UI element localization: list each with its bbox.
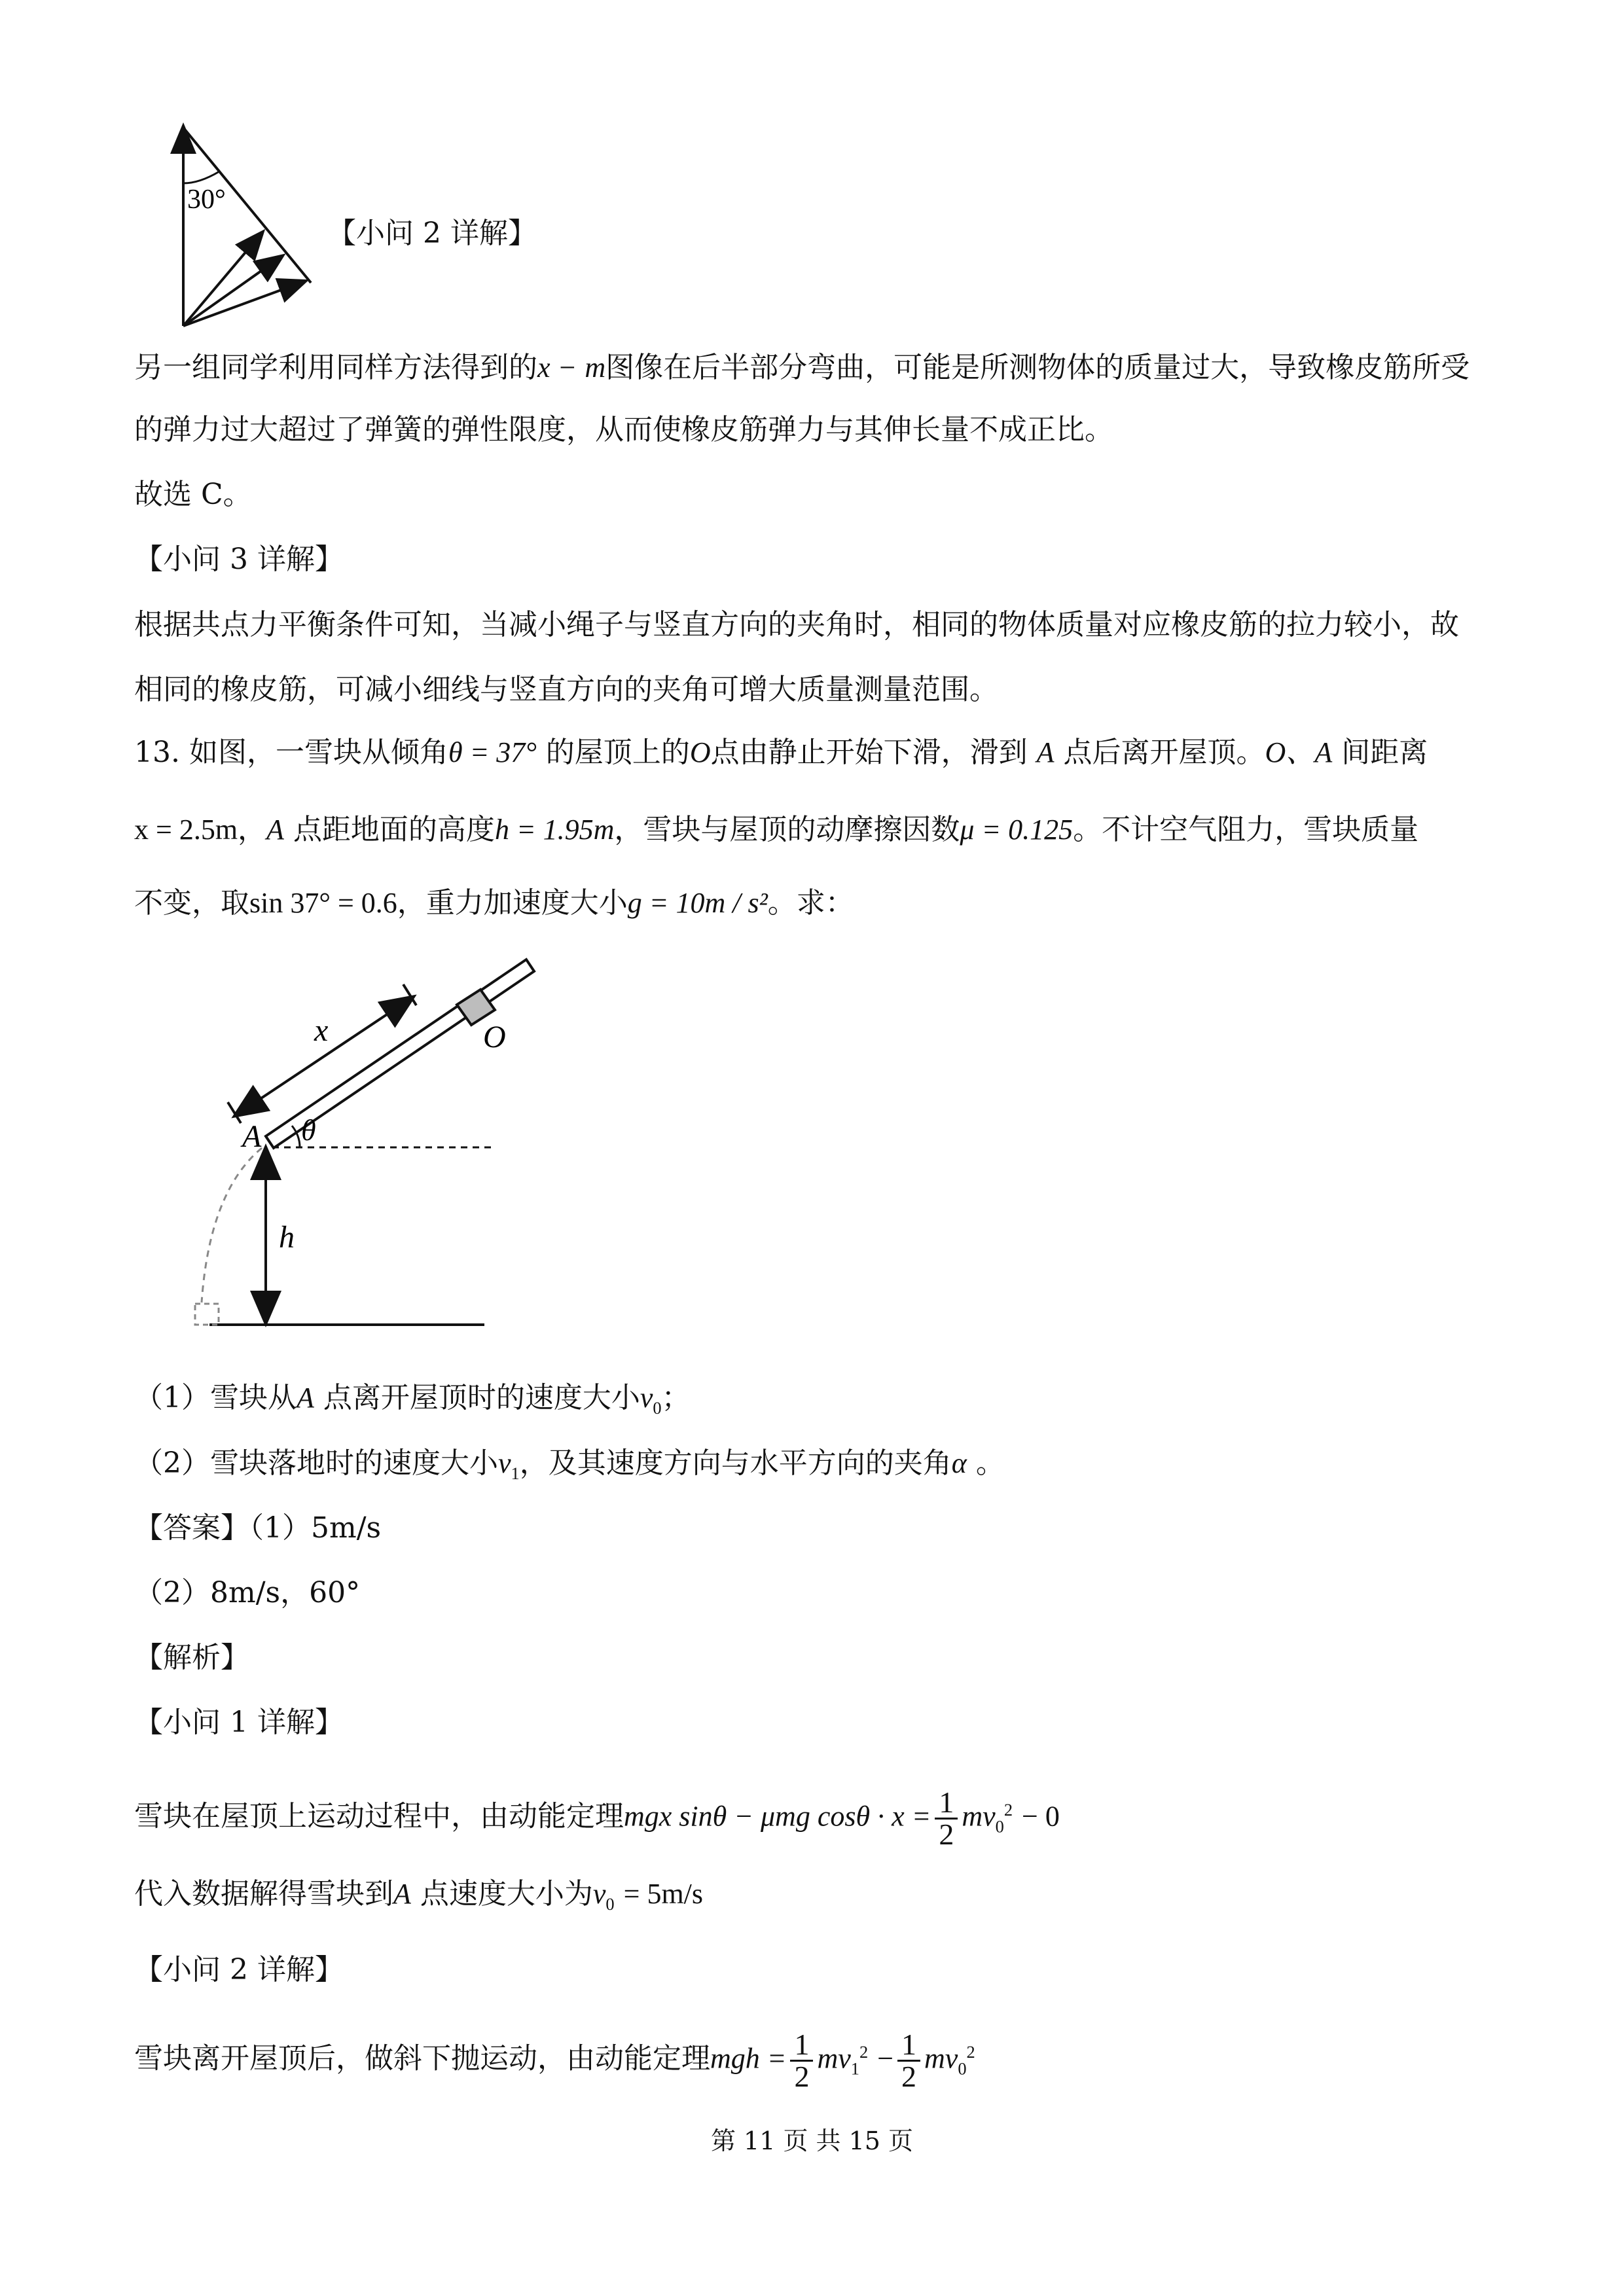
q3-header: 【小问 3 详解】 (134, 543, 344, 576)
label-h: h (279, 1220, 295, 1255)
angle-label: 30° (187, 185, 226, 215)
fraction-half: $\frac{1}{2}$ (897, 2030, 920, 2092)
label-O: O (483, 1020, 506, 1054)
page-footer: 第 11 页 共 15 页 (710, 2126, 914, 2155)
problem13-line-2: x = 2.5m，A 点距地面的高度h = 1.95m，雪块与屋顶的动摩擦因数μ = 0.125。不计空气阻力，雪块质量 (134, 813, 1419, 846)
q2-header: 【小问 2 详解】 (327, 217, 537, 250)
sub1-header: 【小问 1 详解】 (134, 1706, 344, 1739)
sub2-header: 【小问 2 详解】 (134, 1953, 344, 1986)
answer-2: （2）8m/s，60° (134, 1576, 361, 1609)
label-theta: θ (301, 1113, 316, 1147)
landed-block (195, 1304, 219, 1325)
solution-line-3: 雪块离开屋顶后，做斜下抛运动，由动能定理mgh = $\frac{1}{2}$ $mv_1^2$ − $\frac{1}{2}$ $mv_0^2$ (134, 2027, 975, 2093)
q3-line-2: 相同的橡皮筋，可减小细线与竖直方向的夹角可增大质量测量范围。 (134, 673, 998, 706)
q3-line-1: 根据共点力平衡条件可知，当减小绳子与竖直方向的夹角时，相同的物体质量对应橡皮筋的拉力较小，故 (134, 608, 1459, 641)
figure-force-triangle (164, 118, 334, 340)
question-1: （1）雪块从A 点离开屋顶时的速度大小$v_0$； (134, 1381, 691, 1418)
answer-1: 【答案】（1）5m/s (134, 1511, 382, 1545)
label-A: A (242, 1119, 262, 1154)
q2-line-1: 另一组同学利用同样方法得到的x − m图像在后半部分弯曲，可能是所测物体的质量过大，导致橡皮筋所受 (134, 351, 1470, 384)
q2-line-2: 的弹力过大超过了弹簧的弹性限度，从而使橡皮筋弹力与其伸长量不成正比。 (134, 413, 1113, 446)
fraction-half: $\frac{1}{2}$ (935, 1787, 958, 1850)
solution-line-2: 代入数据解得雪块到A 点速度大小为$v_0 = 5m/s$ (134, 1877, 704, 1914)
trajectory-curve (202, 1148, 262, 1302)
q2-line-3: 故选 C。 (134, 478, 252, 511)
solution-line-1: 雪块在屋顶上运动过程中，由动能定理mgx sinθ − μmg cosθ · x = $\frac{1}{2}$ $mv_0^2 - 0$ (134, 1785, 1060, 1851)
figure-roof-incline (144, 936, 563, 1368)
problem13-line-1: 13. 如图，一雪块从倾角θ = 37° 的屋顶上的O点由静止开始下滑，滑到 A 点后离开屋顶。O、A 间距离 (134, 736, 1428, 769)
label-x: x (314, 1013, 329, 1048)
analysis-label: 【解析】 (134, 1641, 249, 1674)
problem13-line-3: 不变，取sin 37° = 0.6，重力加速度大小g = 10m / s²。求： (134, 886, 854, 920)
question-2: （2）雪块落地时的速度大小$v_1$，及其速度方向与水平方向的夹角α 。 (134, 1446, 1005, 1483)
fraction-half: $\frac{1}{2}$ (790, 2030, 813, 2092)
angle-arc (183, 171, 219, 183)
